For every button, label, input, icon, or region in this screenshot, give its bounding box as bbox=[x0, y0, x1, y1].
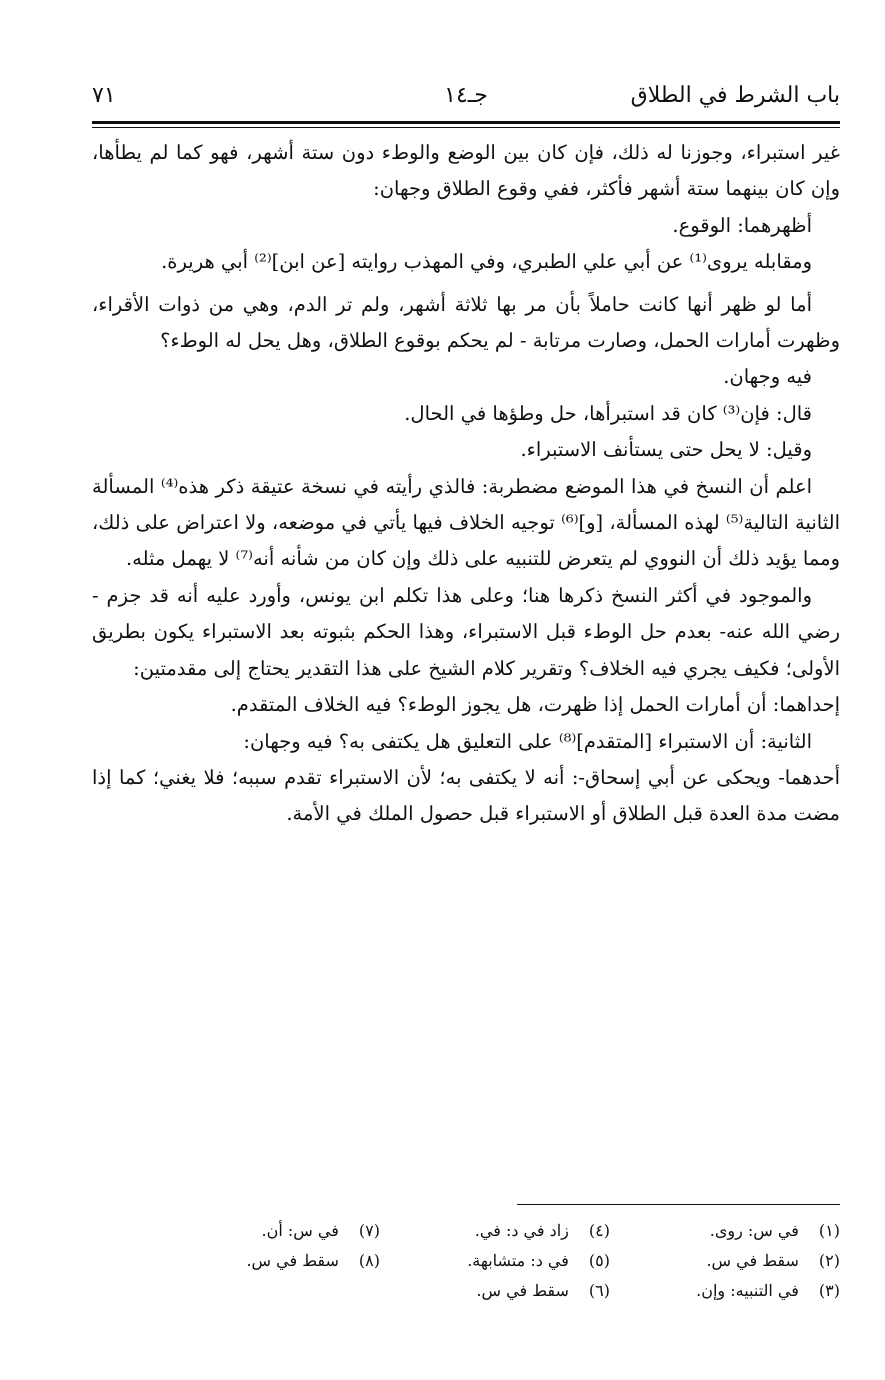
footnote-item bbox=[610, 1216, 840, 1246]
footnote-separator bbox=[517, 1204, 840, 1205]
footnote-text: في د: متشابهة. bbox=[467, 1251, 569, 1270]
chapter-title: باب الشرط في الطلاق bbox=[630, 83, 840, 108]
footnote-item bbox=[150, 1246, 380, 1276]
footnote-item bbox=[610, 1246, 840, 1276]
footnote-text: في التنبيه: وإن. bbox=[696, 1281, 799, 1300]
paragraph: الثانية: أن الاستبراء [المتقدم]⁽⁸⁾ على التعليق هل يكتفى به؟ فيه وجهان: bbox=[243, 729, 812, 753]
paragraph: فيه وجهان. bbox=[723, 365, 812, 389]
header-rule-thick bbox=[92, 121, 840, 124]
paragraph: وقيل: لا يحل حتى يستأنف الاستبراء. bbox=[520, 438, 812, 462]
footnote-text: في س: أن. bbox=[261, 1221, 339, 1240]
footnote-text: سقط في س. bbox=[706, 1251, 799, 1270]
footnote-text: سقط في س. bbox=[246, 1251, 339, 1270]
running-header bbox=[92, 78, 840, 114]
paragraph: غير استبراء، وجوزنا له ذلك، فإن كان بين الوضع والوطء دون ستة أشهر، فهو كما لم يطأها، وإن كان بينهما ستة أشهر فأكثر، ففي وقوع الطلاق وجهان: bbox=[92, 141, 840, 201]
paragraph: أظهرهما: الوقوع. bbox=[672, 213, 812, 237]
volume-label: جـ١٤ bbox=[444, 83, 488, 108]
footnote-text: في س: روى. bbox=[709, 1221, 799, 1240]
footnote-item bbox=[380, 1276, 610, 1306]
footnote-number: (١) bbox=[818, 1221, 840, 1240]
footnote-number: (٨) bbox=[358, 1251, 380, 1270]
header-rule-thin bbox=[92, 127, 840, 128]
footnote-number: (٥) bbox=[588, 1251, 610, 1270]
main-text bbox=[92, 135, 840, 833]
paragraph: أحدهما- ويحكى عن أبي إسحاق-: أنه لا يكتفى به؛ لأن الاستبراء تقدم سببه؛ فلا يغني؛ كما إذا مضت مدة العدة قبل الطلاق أو الاستبراء قبل حصول الملك في الأمة. bbox=[92, 765, 840, 826]
page-number: ٧١ bbox=[92, 83, 116, 108]
footnote-number: (٤) bbox=[588, 1221, 610, 1240]
paragraph: ومقابله يروى⁽¹⁾ عن أبي علي الطبري، وفي المهذب روايته [عن ابن]⁽²⁾ أبي هريرة. bbox=[161, 250, 812, 274]
footnote-number: (٣) bbox=[818, 1281, 840, 1300]
footnote-number: (٧) bbox=[358, 1221, 380, 1240]
footnote-item bbox=[380, 1216, 610, 1246]
footnote-text: سقط في س. bbox=[476, 1281, 569, 1300]
paragraph: إحداهما: أن أمارات الحمل إذا ظهرت، هل يجوز الوطء؟ فيه الخلاف المتقدم. bbox=[230, 693, 840, 717]
footnotes bbox=[150, 1216, 840, 1306]
paragraph: أما لو ظهر أنها كانت حاملاً بأن مر بها ثلاثة أشهر، ولم تر الدم، وهي من ذوات الأقراء، وظهرت أمارات الحمل، وصارت مرتابة - لم يحكم بوقوع الطلاق، وهل يحل له الوطء؟ bbox=[92, 292, 840, 353]
footnote-item bbox=[610, 1276, 840, 1306]
footnote-number: (٦) bbox=[588, 1281, 610, 1300]
paragraph: قال: فإن⁽³⁾ كان قد استبرأها، حل وطؤها في الحال. bbox=[404, 401, 812, 425]
paragraph: والموجود في أكثر النسخ ذكرها هنا؛ وعلى هذا تكلم ابن يونس، وأورد عليه أنه قد جزم - رضي الله عنه- بعدم حل الوطء قبل الاستبراء، وهذا الحكم بثبوته بعد الاستبراء يكون بطريق الأولى؛ فكيف يجري فيه الخلاف؟ وتقرير كلام الشيخ على هذا التقدير يحتاج إلى مقدمتين: bbox=[92, 583, 840, 680]
footnote-number: (٢) bbox=[818, 1251, 840, 1270]
footnote-text: زاد في د: في. bbox=[474, 1221, 569, 1240]
footnote-item bbox=[380, 1246, 610, 1276]
paragraph: اعلم أن النسخ في هذا الموضع مضطربة: فالذي رأيته في نسخة عتيقة ذكر هذه⁽⁴⁾ المسألة الثانية التالية⁽⁵⁾ لهذه المسألة، [و]⁽⁶⁾ توجيه الخلاف فيها يأتي في موضعه، ولا اعتراض على ذلك، ومما يؤيد ذلك أن النووي لم يتعرض للتنبيه على ذلك وإن كان من شأنه أنه⁽⁷⁾ لا يهمل مثله. bbox=[92, 474, 840, 571]
footnote-item bbox=[150, 1216, 380, 1246]
